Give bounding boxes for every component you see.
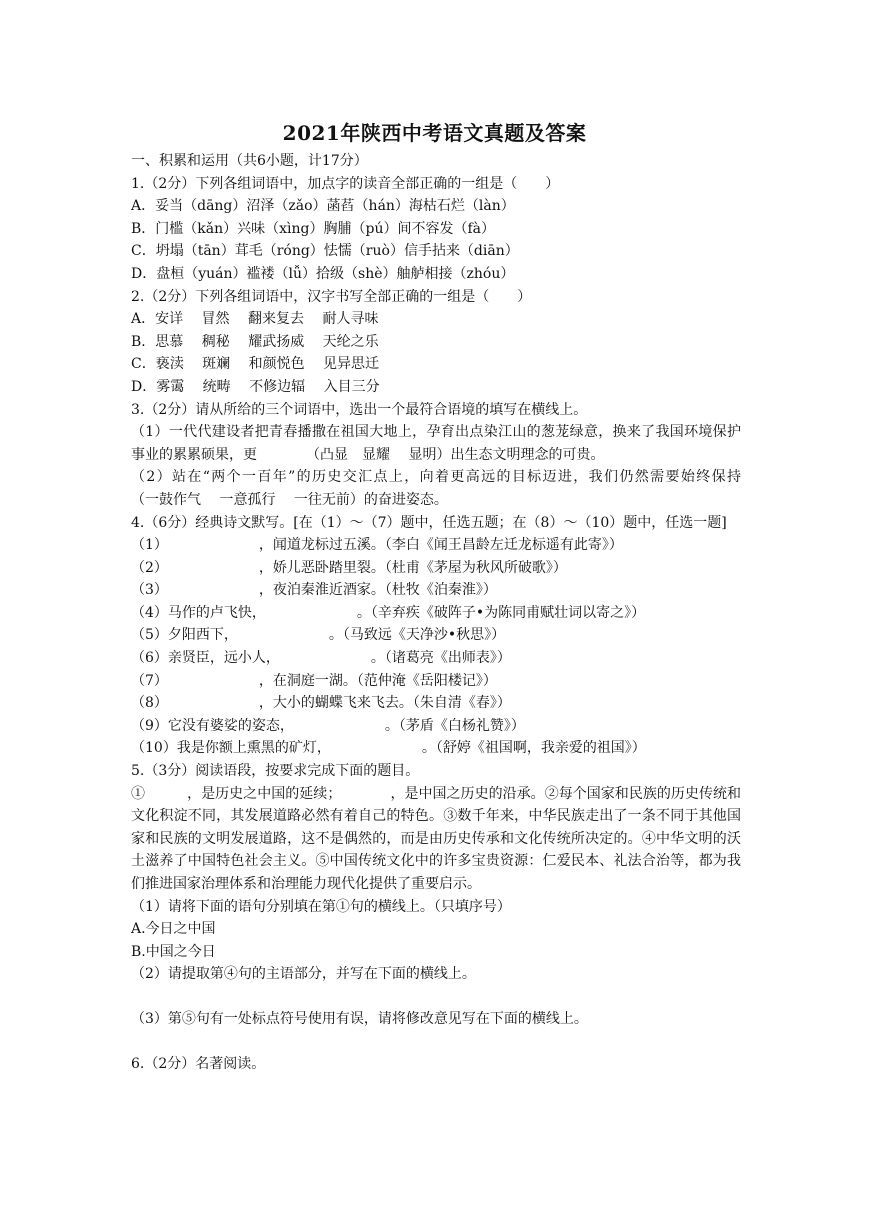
question-4-item: （9）它没有婆娑的姿态， 。（茅盾《白杨礼赞》） xyxy=(131,717,525,734)
document-title: 2021年陕西中考语文真题及答案 xyxy=(282,121,587,145)
question-4-item: （3） ，夜泊秦淮近酒家。（杜牧《泊秦淮》） xyxy=(131,582,497,599)
question-2-stem: 2.（2分）下列各组词语中，汉字书写全部正确的一组是（ ） xyxy=(131,288,532,305)
question-4-stem: 4.（6分）经典诗文默写。[在（1）～（7）题中，任选五题；在（8）～（10）题中，任选一题] xyxy=(131,514,727,531)
question-4-item: （6）亲贤臣，远小人， 。（诸葛亮《出师表》） xyxy=(131,650,511,667)
question-4-item: （2） ，娇儿恶卧踏里裂。（杜甫《茅屋为秋风所破歌》） xyxy=(131,559,567,576)
question-1-option-d: D．盘桓（yuán）褴褛（lǚ）拾级（shè）舳舻相接（zhóu） xyxy=(131,265,515,282)
answer-space xyxy=(131,1031,741,1053)
section-heading: 一、积累和运用（共6小题，计17分） xyxy=(131,153,368,169)
question-5-sub-1: （1）请将下面的语句分别填在第①句的横线上。（只填序号） xyxy=(131,898,511,915)
question-1-option-a: A．妥当（dāng）沼泽（zǎo）菡萏（hán）海枯石烂（làn） xyxy=(131,198,515,215)
question-3-stem: 3.（2分）请从所给的三个词语中，选出一个最符合语境的填写在横线上。 xyxy=(131,401,588,418)
question-2-option-a: A．安详 冒然 翻来复去 耐人寻味 xyxy=(131,311,379,328)
question-5-sub-2: （2）请提取第④句的主语部分，并写在下面的横线上。 xyxy=(131,966,476,983)
question-2-option-b: B．思慕 稠秘 耀武扬威 天纶之乐 xyxy=(131,333,379,350)
answer-space xyxy=(131,986,741,1008)
question-4-item: （4）马作的卢飞快， 。（辛弃疾《破阵子•为陈同甫赋壮词以寄之》） xyxy=(131,604,646,621)
question-2-option-d: D．雾霭 统畴 不修边辐 入目三分 xyxy=(131,378,380,395)
question-5-option-a: A.今日之中国 xyxy=(131,921,216,938)
question-3-part-2: （2）站在“两个一百年”的历史交汇点上，向着更高远的目标迈进，我们仍然需要始终保持 （一鼓作气 一意孤行 一往无前）的奋进姿态。 xyxy=(131,469,797,508)
question-1-stem: 1.（2分）下列各组词语中，加点字的读音全部正确的一组是（ ） xyxy=(131,175,560,192)
document-body xyxy=(131,150,797,1075)
question-1-option-c: C．坍塌（tān）茸毛（róng）怯懦（ruò）信手拈来（diān） xyxy=(131,243,519,260)
question-5-option-b: B.中国之今日 xyxy=(131,943,216,960)
question-6-stem: 6.（2分）名著阅读。 xyxy=(131,1055,266,1072)
question-5-sub-3: （3）第⑤句有一处标点符号使用有误，请将修改意见写在下面的横线上。 xyxy=(131,1010,588,1027)
question-5-passage: ① ，是历史之中国的延续； ，是中国之历史的沿承。②每个国家和民族的历史传统和文化积淀不同，其发展道路必然有着自己的特色。③数千年来，中华民族走出了一条不同于其他国家和民族的文明发展道路，这不是偶然的，而是由历史传承和文化传统所决定的。④中华文明的沃土滋养了中国特色社会主义。⑤中国传统文化中的许多宝贵资源：仁爱民本、礼法合治等，都为我们推进国家治理体系和治理能力现代化提供了重要启示。 xyxy=(131,785,741,892)
question-4-item: （5）夕阳西下， 。（马致远《天净沙•秋思》） xyxy=(131,627,506,644)
question-4-item: （8） ，大小的蝴蝶飞来飞去。（朱自清《春》） xyxy=(131,695,511,712)
question-4-item: （1） ，闻道龙标过五溪。（李白《闻王昌龄左迁龙标遥有此寄》） xyxy=(131,537,623,554)
question-3-part-1: （1）一代代建设者把青春播撒在祖国大地上，孕育出点染江山的葱茏绿意，换来了我国环境保护事业的累累硕果，更 （凸显 显耀 显明）出生态文明理念的可贵。 xyxy=(131,424,741,463)
question-5-stem: 5.（3分）阅读语段，按要求完成下面的题目。 xyxy=(131,763,420,780)
question-4-item: （10）我是你额上熏黑的矿灯， 。（舒婷《祖国啊，我亲爱的祖国》） xyxy=(131,740,646,757)
question-1-option-b: B．门槛（kǎn）兴味（xìng）胸脯（pú）间不容发（fà） xyxy=(131,220,495,237)
question-4-item: （7） ，在洞庭一湖。（范仲淹《岳阳楼记》） xyxy=(131,672,497,689)
question-2-option-c: C．亵渎 斑斓 和颜悦色 见异思迁 xyxy=(131,356,380,373)
